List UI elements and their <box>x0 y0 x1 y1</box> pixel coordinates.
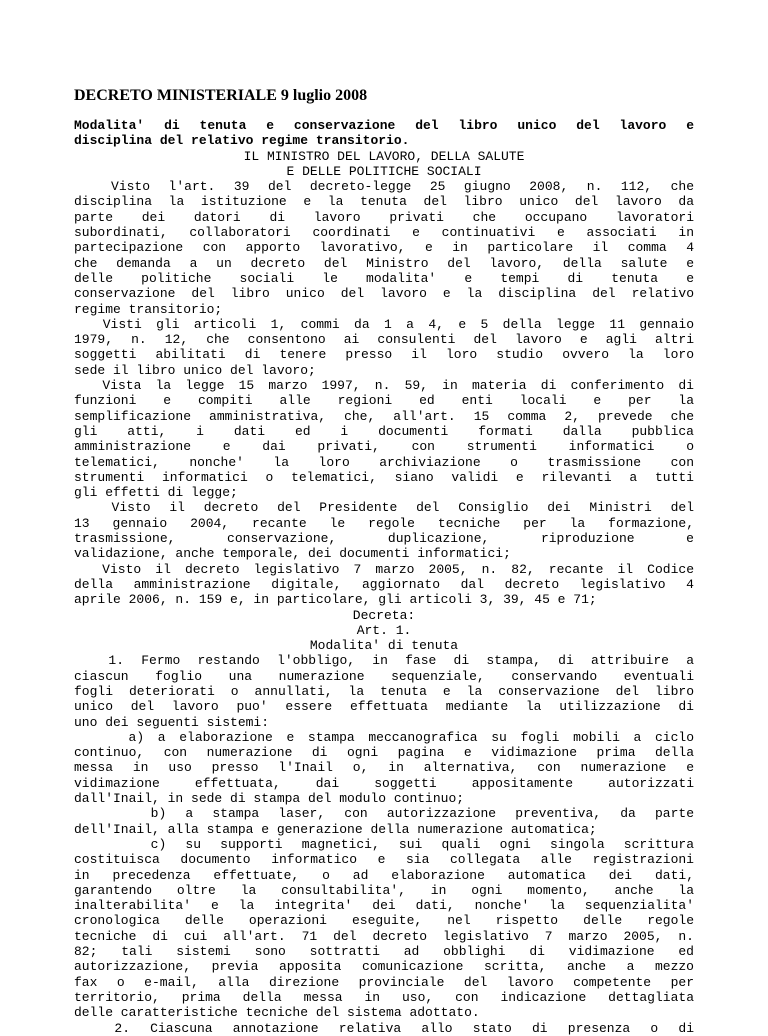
text-line: fogli deteriorati o annullati, la tenuta e la conservazione del libro <box>74 683 694 699</box>
text-line: ciascun foglio una numerazione sequenziale, conservando eventuali <box>74 668 694 684</box>
text-line: Visti gli articoli 1, commi da 1 a 4, e 5 della legge 11 gennaio <box>74 316 694 332</box>
text-line: dell'Inail, alla stampa e generazione della numerazione automatica; <box>74 821 597 837</box>
document <box>74 86 694 1036</box>
text-line: Modalita' di tenuta <box>309 638 459 654</box>
text-line: 13 gennaio 2004, recante le regole tecniche per la formazione, <box>74 515 694 531</box>
text-line: della amministrazione digitale, aggiornato dal decreto legislativo 4 <box>74 576 694 592</box>
text-line: regime transitorio; <box>74 301 223 317</box>
text-line: Art. 1. <box>356 622 412 638</box>
text-line: Modalita' di tenuta e conservazione del libro unico del lavoro e <box>74 118 694 133</box>
text-line: gli effetti di legge; <box>74 485 238 501</box>
text-line: delle politiche sociali le modalita' e tempi di tenuta e <box>74 270 694 286</box>
text-line: dall'Inail, in sede di stampa del modulo continuo; <box>74 791 465 807</box>
text-line: Visto il decreto del Presidente del Consiglio dei Ministri del <box>74 500 694 516</box>
text-line: validazione, anche temporale, dei documenti informatici; <box>74 546 511 562</box>
text-line: semplificazione amministrativa, che, all'art. 15 comma 2, prevede che <box>74 408 694 424</box>
text-line: 82; tali sistemi sono sottratti ad obblighi di vidimazione ed <box>74 944 694 960</box>
text-line: disciplina del relativo regime transitorio. <box>74 133 410 149</box>
text-line: E DELLE POLITICHE SOCIALI <box>286 163 482 179</box>
text-line: 2. Ciascuna annotazione relativa allo stato di presenza o di <box>74 1020 694 1036</box>
text-line: 1. Fermo restando l'obbligo, in fase di stampa, di attribuire a <box>74 653 694 669</box>
text-line: costituisca documento informatico e sia collegata alle registrazioni <box>74 852 694 868</box>
text-line: messa in uso presso l'Inail o, in alternativa, con numerazione e <box>74 760 694 776</box>
text-line: c) su supporti magnetici, sui quali ogni singola scrittura <box>74 836 694 852</box>
text-line: vidimazione effettuata, dai soggetti appositamente autorizzati <box>74 775 694 791</box>
text-line: aprile 2006, n. 159 e, in particolare, gli articoli 3, 39, 45 e 71; <box>74 592 597 608</box>
text-line: continuo, con numerazione di ogni pagina e vidimazione prima della <box>74 745 694 761</box>
text-line: Decreta: <box>352 607 416 623</box>
text-line: trasmissione, conservazione, duplicazione, riproduzione e <box>74 531 694 547</box>
text-line: unico del lavoro puo' essere effettuata mediante la utilizzazione di <box>74 699 694 715</box>
text-line: partecipazione con apporto lavorativo, e in particolare il comma 4 <box>74 240 694 256</box>
text-line: soggetti abilitati di tenere presso il loro studio ovvero la loro <box>74 347 694 363</box>
text-line: b) a stampa laser, con autorizzazione preventiva, da parte <box>74 806 694 822</box>
text-line: Vista la legge 15 marzo 1997, n. 59, in materia di conferimento di <box>74 378 694 394</box>
text-line: fax o e-mail, alla direzione provinciale del lavoro competente per <box>74 974 694 990</box>
text-line: tecniche di cui all'art. 71 del decreto legislativo 7 marzo 2005, n. <box>74 928 694 944</box>
text-line: parte dei datori di lavoro privati che occupano lavoratori <box>74 209 694 225</box>
text-line: sede il libro unico del lavoro; <box>74 362 316 378</box>
document-title: DECRETO MINISTERIALE 9 luglio 2008 <box>74 87 368 104</box>
text-line: Visto il decreto legislativo 7 marzo 2005, n. 82, recante il Codice <box>74 561 694 577</box>
text-line: gli atti, i dati ed i documenti formati dalla pubblica <box>74 423 694 439</box>
text-line: subordinati, collaboratori coordinati e continuativi e associati in <box>74 225 694 241</box>
document-body <box>74 118 694 1036</box>
text-line: amministrazione e dai privati, con strumenti informatici o <box>74 439 694 455</box>
text-line: inalterabilita' e la integrita' dei dati, nonche' la sequenzialita' <box>74 898 694 914</box>
text-line: che demanda a un decreto del Ministro del lavoro, della salute e <box>74 255 694 271</box>
text-line: cronologica delle operazioni eseguite, nel rispetto delle regole <box>74 913 694 929</box>
text-line: funzioni e compiti alle regioni ed enti locali e per la <box>74 393 694 409</box>
text-line: IL MINISTRO DEL LAVORO, DELLA SALUTE <box>243 148 525 164</box>
text-line: in precedenza effettuate, o ad elaborazione automatica dei dati, <box>74 867 694 883</box>
text-line: strumenti informatici o telematici, siano validi e rilevanti a tutti <box>74 469 694 485</box>
text-line: disciplina la istituzione e la tenuta del libro unico del lavoro da <box>74 194 694 210</box>
text-line: conservazione del libro unico del lavoro e la disciplina del relativo <box>74 286 694 302</box>
text-line: autorizzazione, previa apposita comunicazione scritta, anche a mezzo <box>74 959 694 975</box>
text-line: Visto l'art. 39 del decreto-legge 25 giugno 2008, n. 112, che <box>74 179 694 195</box>
text-line: a) a elaborazione e stampa meccanografica su fogli mobili a ciclo <box>74 729 694 745</box>
text-line: delle caratteristiche tecniche del sistema adottato. <box>74 1005 480 1021</box>
text-line: territorio, prima della messa in uso, con indicazione dettagliata <box>74 989 694 1005</box>
text-line: garantendo oltre la consultabilita', in ogni momento, anche la <box>74 882 694 898</box>
text-line: 1979, n. 12, che consentono ai consulenti del lavoro e agli altri <box>74 332 694 348</box>
text-line: uno dei seguenti sistemi: <box>74 714 270 730</box>
text-line: telematici, nonche' la loro archiviazione o trasmissione con <box>74 454 694 470</box>
